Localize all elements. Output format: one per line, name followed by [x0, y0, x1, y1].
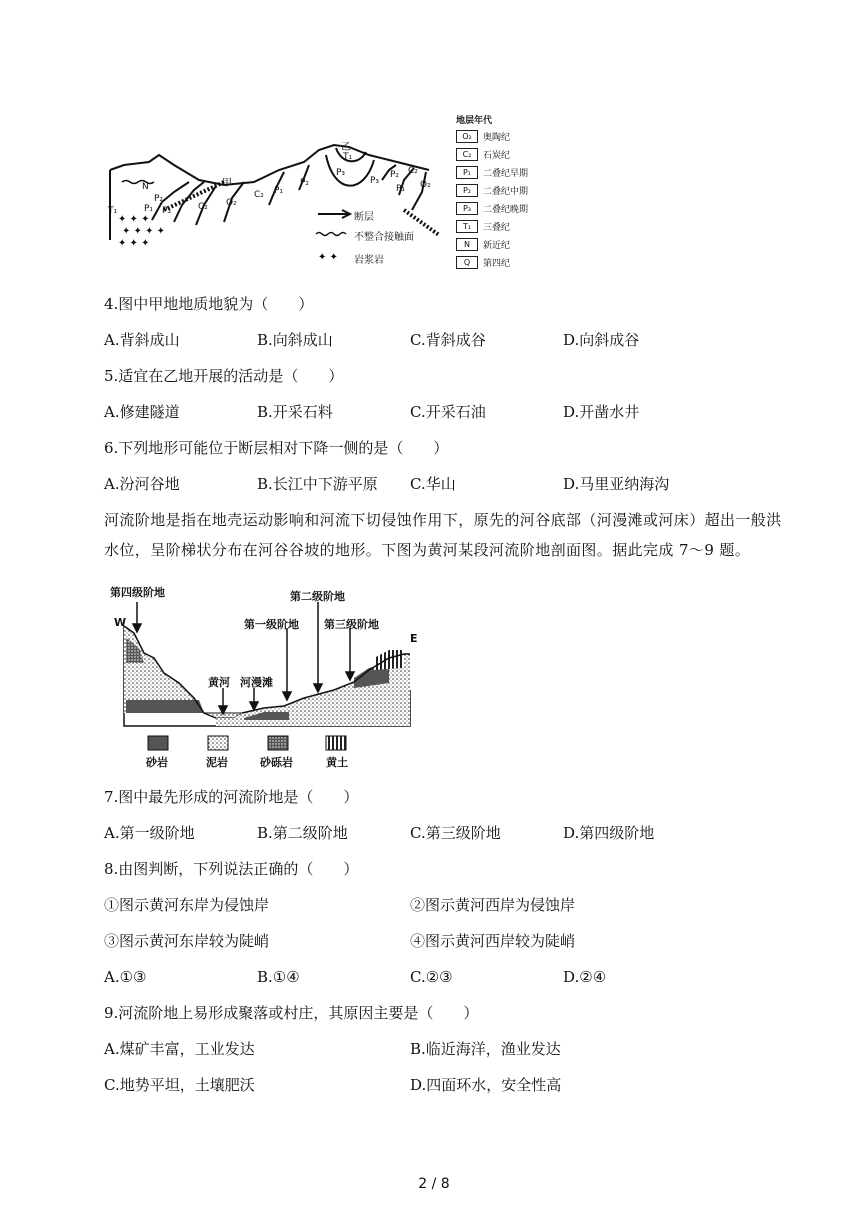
legend-sandstone: 砂岩	[146, 756, 168, 769]
yellow-river-label: 黄河	[208, 676, 230, 689]
svg-text:✦ ✦ ✦: ✦ ✦ ✦	[118, 238, 150, 249]
legend-item: C₂ 石炭纪	[456, 146, 510, 162]
stratum-label: P₃	[336, 168, 346, 178]
floodplain-label: 河漫滩	[240, 676, 273, 689]
q6-option-a[interactable]: A.汾河谷地	[104, 475, 180, 493]
legend-loess: 黄土	[326, 756, 348, 769]
q9-option-b[interactable]: B.临近海洋，渔业发达	[410, 1040, 561, 1058]
q5-option-b[interactable]: B.开采石料	[257, 403, 333, 421]
legend-title: 地层年代	[456, 116, 493, 126]
legend-item: N 新近纪	[456, 236, 510, 252]
legend-item: T₁ 三叠纪	[456, 218, 510, 234]
q4-option-d[interactable]: D.向斜成谷	[563, 331, 640, 349]
stratum-label: P₃	[162, 206, 172, 216]
q8-statement-2: ②图示黄河西岸为侵蚀岸	[410, 896, 576, 914]
q9-option-c[interactable]: C.地势平坦，土壤肥沃	[104, 1076, 255, 1094]
west-label: W	[114, 616, 127, 629]
q9-option-a[interactable]: A.煤矿丰富，工业发达	[104, 1040, 255, 1058]
legend-item: Q 第四纪	[456, 254, 510, 270]
stratum-label: C₂	[198, 202, 208, 212]
place-jia-label: 甲	[222, 178, 232, 189]
stratum-label: C₂	[254, 190, 264, 200]
svg-text:✦ ✦: ✦ ✦	[318, 252, 338, 263]
svg-text:✦ ✦ ✦ ✦: ✦ ✦ ✦ ✦	[122, 226, 166, 237]
stratum-label: O₂	[226, 198, 237, 208]
stratum-label: P₃	[370, 176, 380, 186]
terrace-2-label: 第二级阶地	[290, 590, 345, 603]
q8-statement-4: ④图示黄河西岸较为陡峭	[410, 932, 576, 950]
east-label: E	[410, 632, 418, 645]
stratum-label: N	[142, 182, 149, 192]
question-9-stem: 9.河流阶地上易形成聚落或村庄，其原因主要是（ ）	[104, 1004, 479, 1022]
q7-option-d[interactable]: D.第四级阶地	[563, 824, 655, 842]
q9-option-d[interactable]: D.四面环水，安全性高	[410, 1076, 562, 1094]
question-4-stem: 4.图中甲地地质地貌为（ ）	[104, 295, 314, 313]
q5-option-c[interactable]: C.开采石油	[410, 403, 486, 421]
q8-option-c[interactable]: C.②③	[410, 968, 453, 986]
stratum-label: O₂	[420, 180, 431, 190]
legend-item: P₂ 二叠纪中期	[456, 182, 528, 198]
terrace-1-label: 第一级阶地	[244, 618, 299, 631]
stratum-label: T₁	[343, 152, 353, 162]
stratum-label: P₂	[154, 194, 164, 204]
q8-option-d[interactable]: D.②④	[563, 968, 607, 986]
legend-conglomerate: 砂砾岩	[260, 756, 293, 769]
place-yi-label: 乙	[341, 142, 351, 153]
q4-option-a[interactable]: A.背斜成山	[104, 331, 180, 349]
legend-item: P₁ 二叠纪早期	[456, 164, 528, 180]
stratum-label: P₁	[144, 204, 154, 214]
stratum-label: C₂	[408, 166, 418, 176]
q8-statement-3: ③图示黄河东岸较为陡峭	[104, 932, 270, 950]
stratum-label: P₁	[274, 186, 284, 196]
question-8-stem: 8.由图判断，下列说法正确的（ ）	[104, 860, 359, 878]
legend-item: P₃ 二叠纪晚期	[456, 200, 528, 216]
q4-option-c[interactable]: C.背斜成谷	[410, 331, 486, 349]
stratum-label: P₂	[390, 170, 400, 180]
q5-option-a[interactable]: A.修建隧道	[104, 403, 180, 421]
q5-option-d[interactable]: D.开凿水井	[563, 403, 640, 421]
magma-symbol-label: 岩浆岩	[354, 255, 384, 266]
terrace-3-label: 第三级阶地	[324, 618, 379, 631]
q6-option-b[interactable]: B.长江中下游平原	[257, 475, 378, 493]
stratum-label: T₁	[108, 206, 118, 216]
fault-symbol-label: 断层	[354, 212, 374, 223]
q7-option-a[interactable]: A.第一级阶地	[104, 824, 195, 842]
q6-option-c[interactable]: C.华山	[410, 475, 456, 493]
stratum-label: P₁	[396, 184, 406, 194]
q8-option-b[interactable]: B.①④	[257, 968, 300, 986]
river-terrace-figure	[104, 578, 424, 778]
svg-text:✦ ✦ ✦: ✦ ✦ ✦	[118, 214, 150, 225]
unconformity-symbol-label: 不整合接触面	[354, 232, 414, 243]
legend-mudstone: 泥岩	[206, 756, 228, 769]
q8-option-a[interactable]: A.①③	[104, 968, 147, 986]
page-number: 2 / 8	[418, 1176, 450, 1192]
stratum-label: P₂	[300, 178, 310, 188]
question-6-stem: 6.下列地形可能位于断层相对下降一侧的是（ ）	[104, 439, 449, 457]
q4-option-b[interactable]: B.向斜成山	[257, 331, 333, 349]
question-5-stem: 5.适宜在乙地开展的活动是（ ）	[104, 367, 344, 385]
terrace-4-label: 第四级阶地	[110, 586, 165, 599]
q8-statement-1: ①图示黄河东岸为侵蚀岸	[104, 896, 270, 914]
q6-option-d[interactable]: D.马里亚纳海沟	[563, 475, 670, 493]
q7-option-c[interactable]: C.第三级阶地	[410, 824, 501, 842]
question-7-stem: 7.图中最先形成的河流阶地是（ ）	[104, 788, 359, 806]
legend-item: O₂ 奥陶纪	[456, 128, 510, 144]
q7-option-b[interactable]: B.第二级阶地	[257, 824, 348, 842]
river-terrace-passage: 河流阶地是指在地壳运动影响和河流下切侵蚀作用下，原先的河谷底部（河漫滩或河床）超出一般洪水位，呈阶梯状分布在河谷谷坡的地形。下图为黄河某段河流阶地剖面图。据此完成 7～9 题。	[104, 511, 782, 559]
